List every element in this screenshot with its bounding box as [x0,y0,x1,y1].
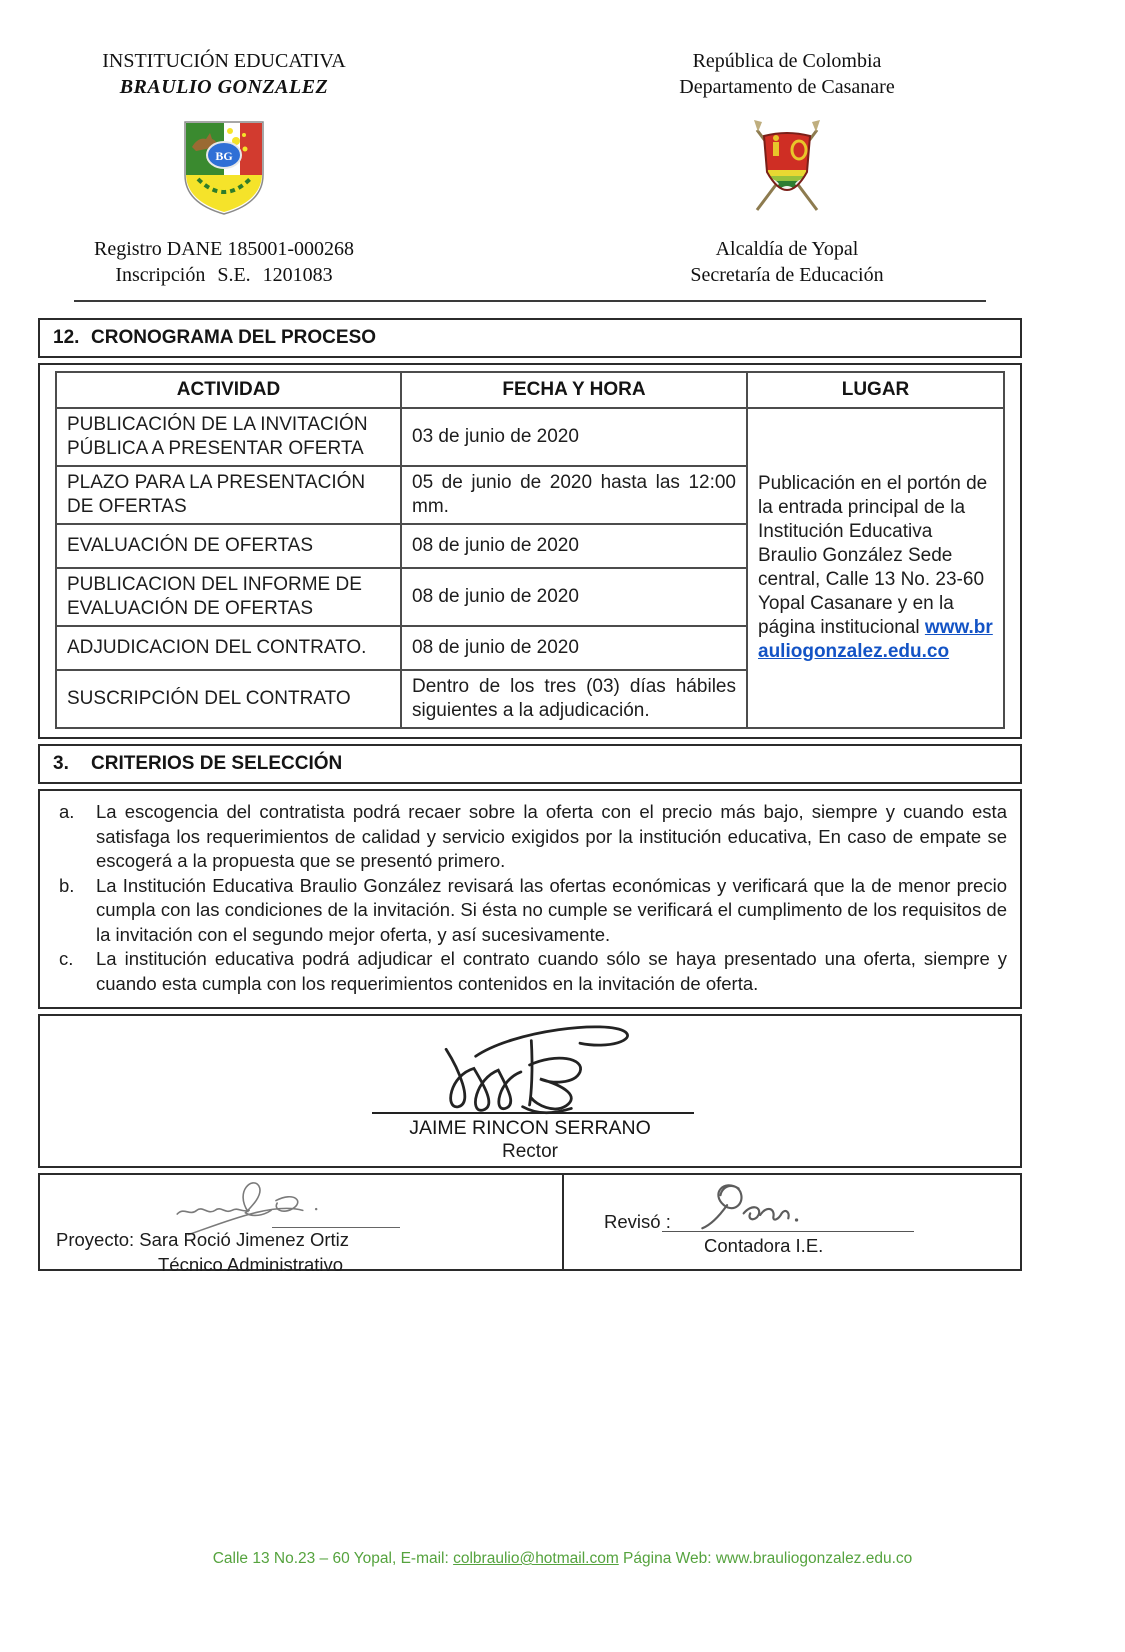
footer-web: Página Web: www.brauliogonzalez.edu.co [618,1550,913,1567]
rector-name: JAIME RINCON SERRANO [409,1117,651,1139]
actividad-cell: SUSCRIPCIÓN DEL CONTRATO [56,670,401,728]
proyecto-label: Proyecto: Sara Roció Jimenez Ortiz [56,1229,350,1250]
fecha-cell: 05 de junio de 2020 hasta las 12:00 mm. [401,466,747,524]
document-content [38,48,1022,1276]
criterios-number: 3. [53,753,69,774]
criterios-list [40,791,1020,1007]
fecha-cell: Dentro de los tres (03) días hábiles siguientes a la adjudicación. [401,670,747,728]
header-divider [74,300,986,302]
rector-signature-image [390,1018,690,1118]
criterios-box [38,789,1022,1009]
school-crest-icon [182,119,266,217]
yopal-crest-box [552,102,1022,234]
reviso-title: Contadora I.E. [704,1235,824,1256]
item-text: La escogencia del contratista podrá recaer sobre la oferta con el precio más bajo, siempre y cuando esta satisfaga los requerimientos de calidad y servicio exigidos por la institución educativa, En caso de empate se escogerá a la propuesta que se presentó primero. [96,801,1007,871]
republica-line: República de Colombia [692,50,882,72]
lugar-text: Publicación en el portón de la entrada principal de la Institución Educativa Braulio González Sede central, Calle 13 No. 23-60 Yopal Casanare y en la página institucional [758,473,988,638]
proyecto-cell [40,1175,564,1275]
lugar-website-link[interactable]: www.brauliogonzalez.edu.co [758,617,993,662]
actividad-cell: PUBLICACION DEL INFORME DE EVALUACIÓN DE OFERTAS [56,568,401,626]
actividad-cell: EVALUACIÓN DE OFERTAS [56,524,401,568]
proyecto-signature-line [272,1227,400,1228]
reviso-signature-image [676,1177,846,1239]
page-footer [0,1550,1125,1568]
secretaria-line: Secretaría de Educación [690,264,884,286]
cronograma-title-box [38,318,1022,358]
col-header-fecha: FECHA Y HORA [401,372,747,408]
fecha-cell: 08 de junio de 2020 [401,524,747,568]
inscripcion-se: Inscripción S.E. 1201083 [115,264,333,286]
school-crest-box [38,102,410,234]
footer-address: Calle 13 No.23 – 60 Yopal, E-mail: [212,1550,454,1567]
reviso-label: Revisó : [604,1211,671,1232]
fecha-cell: 08 de junio de 2020 [401,568,747,626]
actividad-cell: PLAZO PARA LA PRESENTACIÓN DE OFERTAS [56,466,401,524]
letterhead-left [38,48,410,288]
letterhead [38,48,1022,288]
table-header-row [56,372,1004,408]
rector-signature-line [372,1112,694,1114]
fecha-cell: 03 de junio de 2020 [401,408,747,466]
actividad-cell: PUBLICACIÓN DE LA INVITACIÓN PÚBLICA A PRESENTAR OFERTA [56,408,401,466]
yopal-crest-icon [737,110,837,226]
item-label: b. [59,874,75,896]
lugar-cell [747,408,1004,728]
crest-monogram: BG [215,149,233,163]
rector-title: Rector [502,1141,558,1162]
actividad-cell: ADJUDICACION DEL CONTRATO. [56,626,401,670]
fecha-cell: 08 de junio de 2020 [401,626,747,670]
criterios-title [40,746,1020,782]
bottom-signatures-box [38,1173,1022,1275]
alcaldia-line: Alcaldía de Yopal [715,238,859,260]
list-item [46,874,1011,948]
cronograma-table-box [38,363,1022,739]
item-text: La institución educativa podrá adjudicar el contrato cuando sólo se haya presentado una oferta, siempre y cuando esta cumpla con los requerimientos contenidos en la invitación de oferta. [96,948,1007,994]
cronograma-title-text: CRONOGRAMA DEL PROCESO [91,327,377,348]
rector-signature-box [38,1014,1022,1168]
departamento-line: Departamento de Casanare [679,76,895,98]
list-item [46,947,1011,996]
institution-name: BRAULIO GONZALEZ [119,76,329,98]
col-header-lugar: LUGAR [747,372,1004,408]
table-row [56,408,1004,466]
criterios-title-box [38,744,1022,784]
institution-line1: INSTITUCIÓN EDUCATIVA [102,50,346,72]
item-text: La Institución Educativa Braulio González revisará las ofertas económicas y verificará que la de menor precio cumpla con las condiciones de la invitación. Si ésta no cumple se verificará el cumplimento de los requisitos de la invitación con el segundo mejor oferta, y así sucesivamente. [96,874,1007,945]
cronograma-number: 12. [53,327,80,348]
cronograma-title [40,320,1020,356]
cronograma-table [55,371,1005,729]
item-label: c. [59,948,74,969]
item-label: a. [59,801,75,822]
registro-dane: Registro DANE 185001-000268 [94,238,354,260]
footer-email-link[interactable]: colbraulio@hotmail.com [453,1550,619,1567]
criterios-title-text: CRITERIOS DE SELECCIÓN [91,753,343,774]
cronograma-table-wrap [40,365,1020,737]
col-header-actividad: ACTIVIDAD [56,372,401,408]
letterhead-right [552,48,1022,288]
proyecto-title: Técnico Administrativo [158,1254,344,1275]
list-item [46,800,1011,874]
reviso-cell [564,1175,1020,1269]
